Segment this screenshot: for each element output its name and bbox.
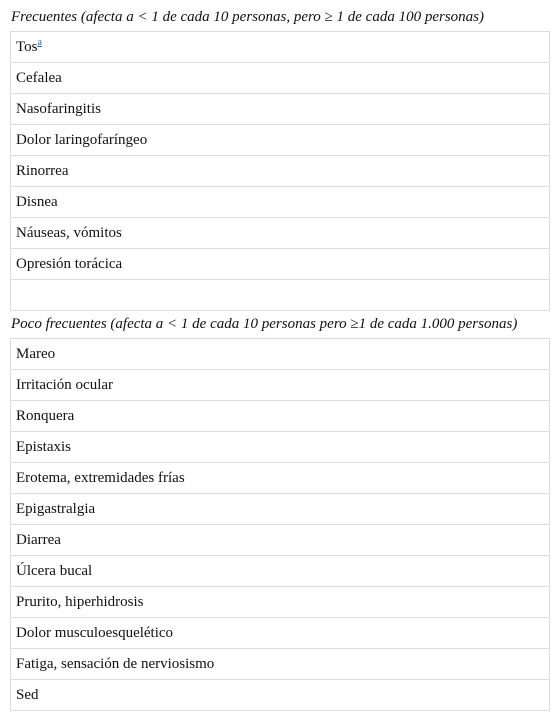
adverse-effects-table [10, 4, 550, 711]
table-row: Prurito, hiperhidrosis [10, 587, 550, 618]
table-row [10, 32, 550, 63]
table-row: Náuseas, vómitos [10, 218, 550, 249]
table-row: Cefalea [10, 63, 550, 94]
table-row: Dolor laringofaríngeo [10, 125, 550, 156]
table-row: Nasofaringitis [10, 94, 550, 125]
table-row: Dolor musculoesquelético [10, 618, 550, 649]
table-row: Úlcera bucal [10, 556, 550, 587]
empty-separator-row [10, 280, 550, 311]
table-row: Disnea [10, 187, 550, 218]
table-row: Irritación ocular [10, 370, 550, 401]
section-header-poco-frecuentes: Poco frecuentes (afecta a < 1 de cada 10 personas pero ≥1 de cada 1.000 personas) [10, 311, 550, 339]
table-row: Sed [10, 680, 550, 711]
row-label: Tos [16, 39, 38, 55]
table-row: Mareo [10, 339, 550, 370]
table-row: Erotema, extremidades frías [10, 463, 550, 494]
table-row: Epigastralgia [10, 494, 550, 525]
table-row: Fatiga, sensación de nerviosismo [10, 649, 550, 680]
section-header-frecuentes: Frecuentes (afecta a < 1 de cada 10 personas, pero ≥ 1 de cada 100 personas) [10, 4, 550, 32]
table-row: Diarrea [10, 525, 550, 556]
table-row: Epistaxis [10, 432, 550, 463]
footnote-link[interactable]: a [37, 37, 42, 48]
table-row: Rinorrea [10, 156, 550, 187]
table-row: Opresión torácica [10, 249, 550, 280]
table-row: Ronquera [10, 401, 550, 432]
